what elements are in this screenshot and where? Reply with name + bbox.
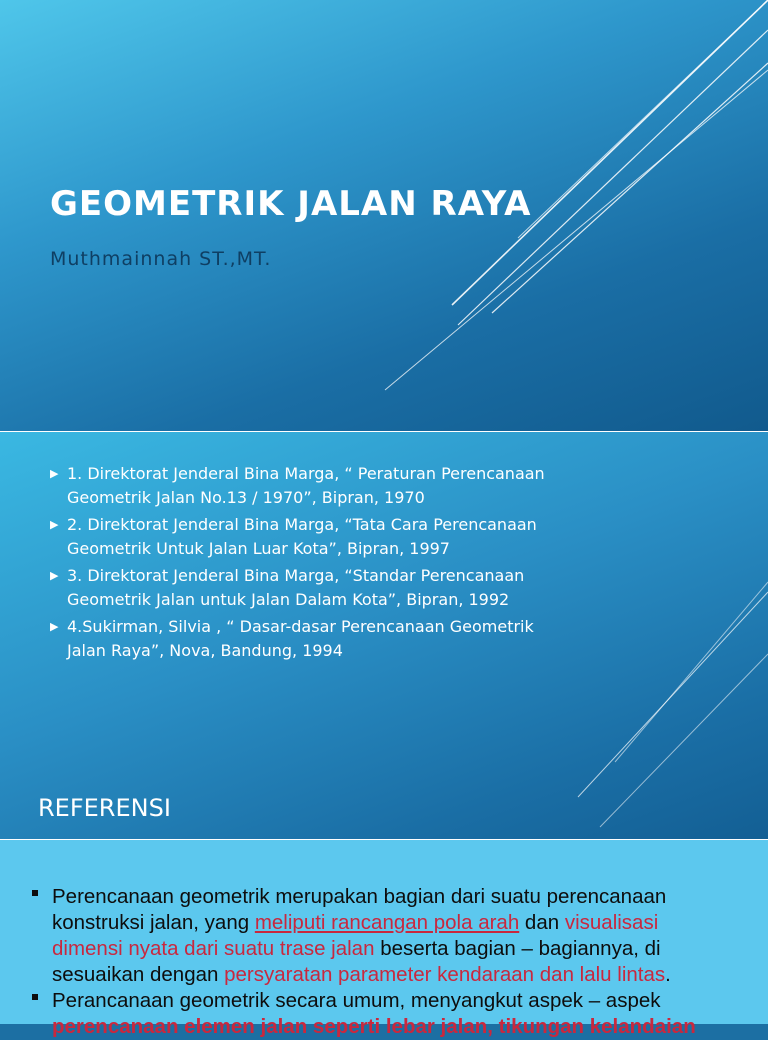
triangle-bullet-icon: ▶ (50, 518, 59, 531)
references-slide (0, 432, 768, 840)
content-slide (0, 840, 768, 1038)
reference-list (48, 462, 568, 666)
content-list (32, 884, 732, 1040)
content-paragraph (32, 884, 732, 988)
reference-text: 1. Direktorat Jenderal Bina Marga, “ Peraturan Perencanaan Geometrik Jalan No.13 / 1970”, Bipran, 1970 (67, 464, 545, 507)
deco-line (385, 70, 768, 390)
deco-line (600, 654, 768, 827)
reference-item (48, 513, 568, 560)
references-heading: REFERENSI (38, 794, 171, 822)
paragraph-text: Perancanaan geometrik secara umum, menyangkut aspek – aspek (52, 989, 661, 1012)
deco-line (518, 0, 768, 238)
triangle-bullet-icon: ▶ (50, 620, 59, 633)
reference-text: 2. Direktorat Jenderal Bina Marga, “Tata Cara Perencanaan Geometrik Untuk Jalan Luar Kota”, Bipran, 1997 (67, 515, 537, 558)
title-slide (0, 0, 768, 432)
highlight-text: visualisasi dimensi nyata dari suatu trase jalan (52, 911, 659, 960)
triangle-bullet-icon: ▶ (50, 467, 59, 480)
deco-line (458, 30, 768, 325)
author-subtitle: Muthmainnah ST.,MT. (50, 248, 272, 270)
reference-item (48, 564, 568, 611)
triangle-bullet-icon: ▶ (50, 569, 59, 582)
deco-line (615, 582, 768, 762)
reference-item (48, 462, 568, 509)
highlight-text: perencanaan elemen jalan seperti lebar jalan, tikungan kelandaian (52, 1015, 696, 1038)
highlight-text: meliputi rancangan pola arah (254, 911, 520, 934)
reference-text: 4.Sukirman, Silvia , “ Dasar-dasar Perencanaan Geometrik Jalan Raya”, Nova, Bandung, 1994 (67, 617, 534, 660)
paragraph-text: dan (519, 911, 565, 934)
reference-item (48, 615, 568, 662)
content-paragraph (32, 988, 732, 1040)
highlight-text: persyaratan parameter kendaraan dan lalu lintas (224, 963, 666, 986)
paragraph-text: beserta bagian – bagiannya, di sesuaikan dengan (52, 937, 661, 986)
paragraph-text: Perencanaan geometrik merupakan bagian dari suatu perencanaan konstruksi jalan, yang (52, 885, 667, 934)
paragraph-text: . (665, 963, 671, 986)
square-bullet-icon (32, 994, 38, 1000)
reference-text: 3. Direktorat Jenderal Bina Marga, “Standar Perencanaan Geometrik Jalan untuk Jalan Dalam Kota”, Bipran, 1992 (67, 566, 525, 609)
deco-line (492, 63, 768, 313)
square-bullet-icon (32, 890, 38, 896)
presentation-title: GEOMETRIK JALAN RAYA (50, 184, 532, 224)
